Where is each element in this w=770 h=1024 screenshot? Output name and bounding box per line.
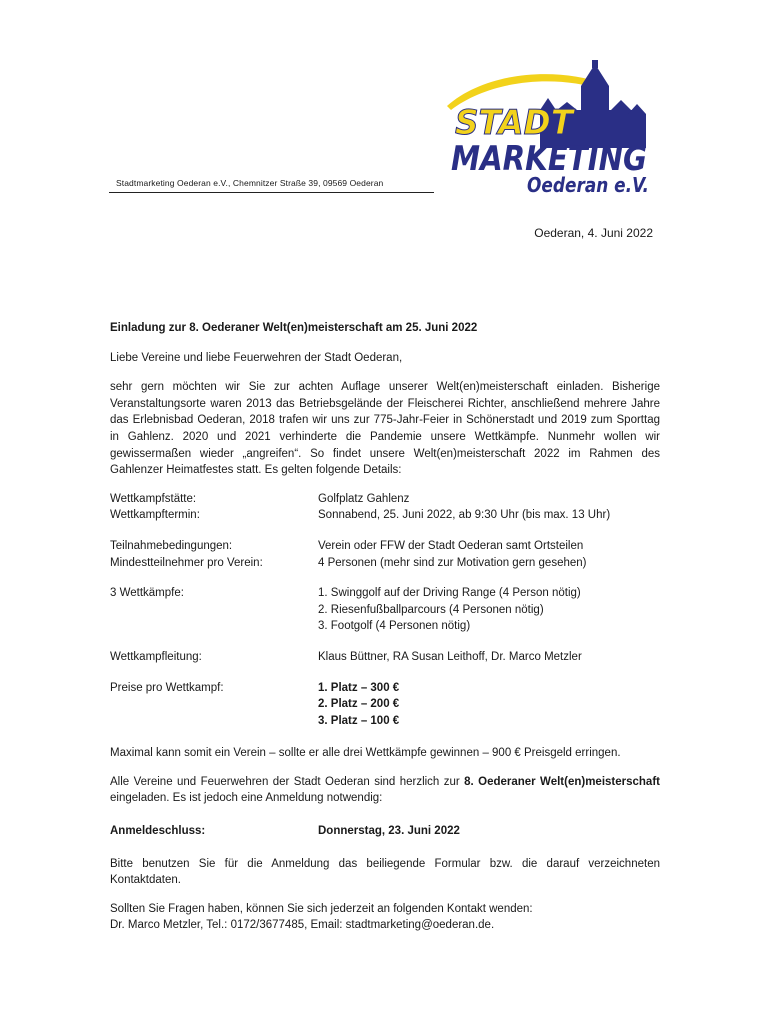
prize-item: 2. Platz – 200 € [318, 698, 400, 711]
detail-row-prizes [110, 680, 660, 730]
max-prize-paragraph: Maximal kann somit ein Verein – sollte er alle drei Wettkämpfe gewinnen – 900 € Preisgeld erringen. [110, 747, 621, 760]
sender-divider [109, 192, 434, 193]
invitation-text: Alle Vereine und Feuerwehren der Stadt Oederan sind herzlich zur [110, 775, 465, 788]
logo-oederan-text: Oederan e.V. [527, 173, 649, 197]
prize-item: 1. Platz – 300 € [318, 681, 400, 694]
sender-address: Stadtmarketing Oederan e.V., Chemnitzer Straße 39, 09569 Oederan [116, 178, 384, 188]
competition-item: 1. Swinggolf auf der Driving Range (4 Person nötig) [318, 587, 581, 600]
prize-item: 3. Platz – 100 € [318, 714, 400, 727]
competition-item: 2. Riesenfußballparcours (4 Personen nötig) [318, 603, 544, 616]
prize-list [318, 680, 660, 730]
detail-label: Preise pro Wettkampf: [110, 681, 224, 694]
detail-label: Wettkampfstätte: [110, 492, 197, 505]
detail-row-competitions [110, 585, 660, 635]
deadline-value: Donnerstag, 23. Juni 2022 [318, 825, 460, 838]
letter-subject: Einladung zur 8. Oederaner Welt(en)meisterschaft am 25. Juni 2022 [110, 322, 478, 334]
intro-paragraph: sehr gern möchten wir Sie zur achten Auflage unserer Welt(en)meisterschaft einladen. Bisherige Veranstaltungsorte waren 2013 das Betriebsgelände der Fleischerei Richter, anschließend mehrere Jahre das Erlebnisbad Oederan, 2018 trafen wir uns zur 775-Jahr-Feier in Schönerstadt und 2019 zum Sporttag in Gahlenz. 2020 und 2021 verhinderte die Pandemie unsere Wettkämpfe. Nunmehr wollen wir gewissermaßen wieder „angreifen“. So findet unsere Welt(en)meisterschaft 2022 im Rahmen des Gahlenzer Heimatfestes statt. Es gelten folgende Details: [110, 381, 660, 477]
logo-marketing-text: MARKETING [451, 139, 647, 179]
logo-stadt-text: STADT [455, 103, 576, 143]
form-paragraph: Bitte benutzen Sie für die Anmeldung das beiliegende Formular bzw. die darauf verzeichneten Kontaktdaten. [110, 857, 660, 887]
competition-list [318, 585, 660, 635]
detail-label: Wettkampfleitung: [110, 650, 202, 663]
greeting: Liebe Vereine und liebe Feuerwehren der Stadt Oederan, [110, 351, 403, 364]
detail-value: Golfplatz Gahlenz [318, 492, 410, 505]
detail-row-venue [110, 491, 660, 508]
invitation-event-name: 8. Oederaner Welt(en)meisterschaft [464, 775, 660, 788]
stadtmarketing-logo [445, 58, 653, 197]
detail-label: Teilnahmebedingungen: [110, 539, 233, 552]
invitation-text-end: eingeladen. Es ist jedoch eine Anmeldung notwendig: [110, 792, 383, 805]
detail-value: 4 Personen (mehr sind zur Motivation gern gesehen) [318, 556, 587, 569]
detail-row-min-participants [110, 555, 660, 572]
details-table [110, 491, 660, 730]
detail-row-date [110, 507, 660, 524]
detail-row-leadership [110, 649, 660, 666]
letter-body [110, 320, 660, 934]
competition-item: 3. Footgolf (4 Personen nötig) [318, 620, 471, 633]
detail-value: Klaus Büttner, RA Susan Leithoff, Dr. Marco Metzler [318, 650, 582, 663]
detail-value: Sonnabend, 25. Juni 2022, ab 9:30 Uhr (bis max. 13 Uhr) [318, 509, 611, 522]
detail-row-conditions [110, 538, 660, 555]
detail-label: Mindestteilnehmer pro Verein: [110, 556, 263, 569]
detail-label: 3 Wettkämpfe: [110, 587, 184, 600]
contact-line: Sollten Sie Fragen haben, können Sie sich jederzeit an folgenden Kontakt wenden: [110, 902, 533, 915]
contact-paragraph [110, 901, 660, 934]
invitation-paragraph [110, 774, 660, 807]
deadline-label: Anmeldeschluss: [110, 825, 206, 838]
contact-details: Dr. Marco Metzler, Tel.: 0172/3677485, Email: stadtmarketing@oederan.de. [110, 919, 495, 932]
detail-value: Verein oder FFW der Stadt Oederan samt Ortsteilen [318, 539, 584, 552]
detail-label: Wettkampftermin: [110, 509, 200, 522]
deadline-row [110, 823, 660, 840]
letter-date: Oederan, 4. Juni 2022 [534, 226, 653, 240]
